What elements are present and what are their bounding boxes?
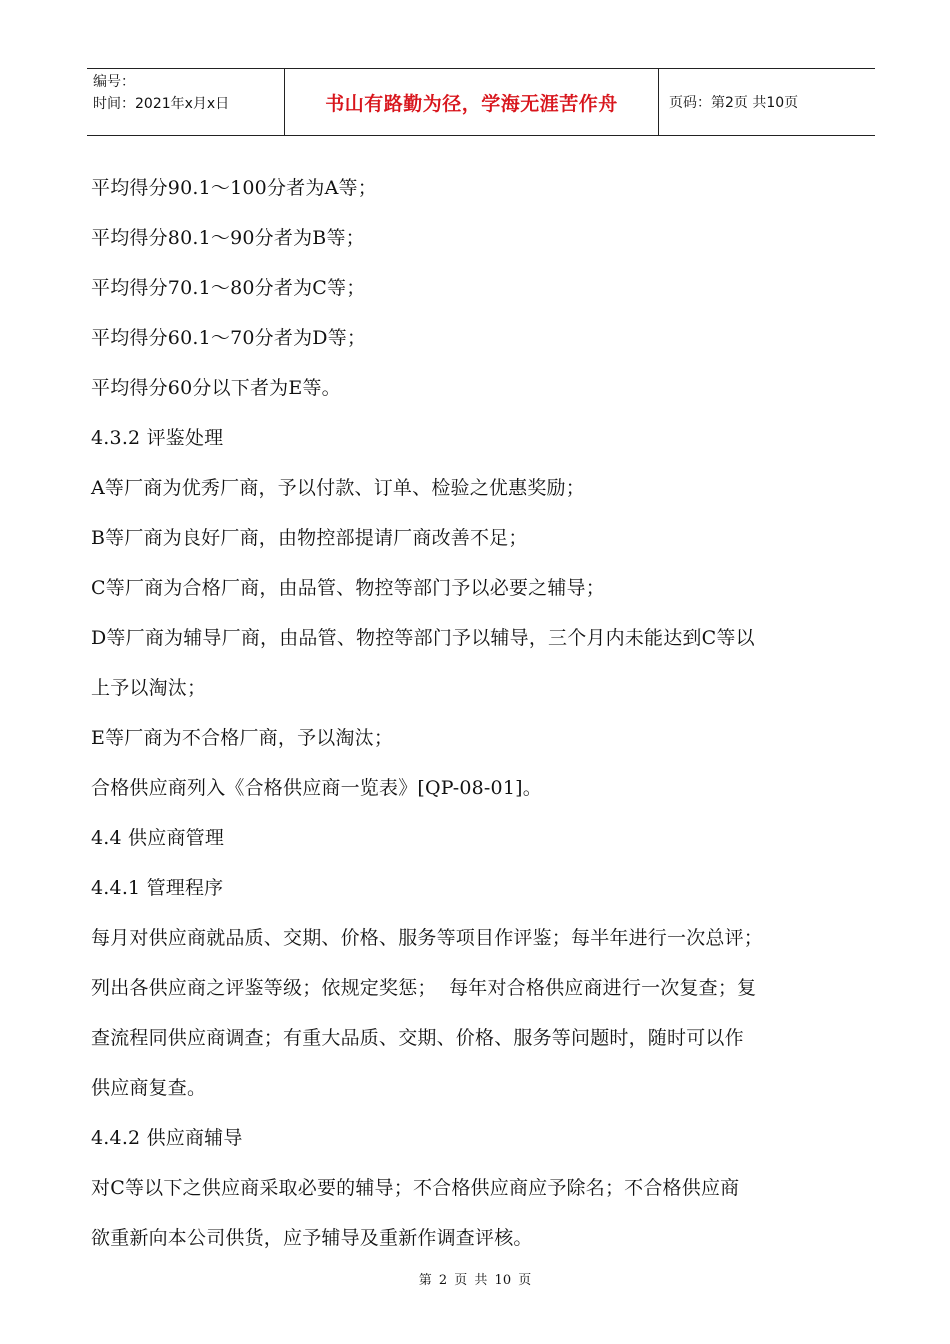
body-line: 查流程同供应商调查；有重大品质、交期、价格、服务等问题时，随时可以作 (91, 1027, 744, 1049)
document-number-label: 编号： (93, 74, 135, 90)
header-page-info: 页码：第2页 共10页 (669, 95, 799, 111)
body-line: 列出各供应商之评鉴等级；依规定奖惩； 每年对合格供应商进行一次复查；复 (91, 977, 757, 999)
body-line: B等厂商为良好厂商，由物控部提请厂商改善不足； (91, 527, 528, 549)
header-motto: 书山有路勤为径，学海无涯苦作舟 (285, 69, 659, 135)
section-heading: 4.4.2 供应商辅导 (91, 1127, 243, 1149)
section-heading: 4.3.2 评鉴处理 (91, 427, 224, 449)
body-line: 平均得分80.1～90分者为B等； (91, 227, 365, 249)
document-header (87, 68, 875, 136)
document-date-label: 时间：2021年x月x日 (93, 96, 230, 112)
body-line: 对C等以下之供应商采取必要的辅导；不合格供应商应予除名；不合格供应商 (91, 1177, 740, 1199)
header-meta-cell (87, 69, 285, 135)
section-heading: 4.4.1 管理程序 (91, 877, 224, 899)
body-line: A等厂商为优秀厂商，予以付款、订单、检验之优惠奖励； (91, 477, 585, 499)
body-line: 上予以淘汰； (91, 677, 207, 699)
body-line: 合格供应商列入《合格供应商一览表》[QP-08-01]。 (91, 777, 542, 799)
page-footer: 第 2 页 共 10 页 (418, 1273, 532, 1288)
body-line: D等厂商为辅导厂商，由品管、物控等部门予以辅导，三个月内未能达到C等以 (91, 627, 755, 649)
body-line: 欲重新向本公司供货，应予辅导及重新作调查评核。 (91, 1227, 533, 1249)
body-line: E等厂商为不合格厂商，予以淘汰； (91, 727, 394, 749)
document-body (91, 163, 891, 1263)
body-line: 平均得分60.1～70分者为D等； (91, 327, 367, 349)
body-line: 每月对供应商就品质、交期、价格、服务等项目作评鉴；每半年进行一次总评； (91, 927, 764, 949)
body-line: 平均得分70.1～80分者为C等； (91, 277, 366, 299)
section-heading: 4.4 供应商管理 (91, 827, 225, 849)
body-line: 平均得分90.1～100分者为A等； (91, 177, 377, 199)
body-line: 供应商复查。 (91, 1077, 207, 1099)
body-line: C等厂商为合格厂商，由品管、物控等部门予以必要之辅导； (91, 577, 605, 599)
body-line: 平均得分60分以下者为E等。 (91, 377, 341, 399)
